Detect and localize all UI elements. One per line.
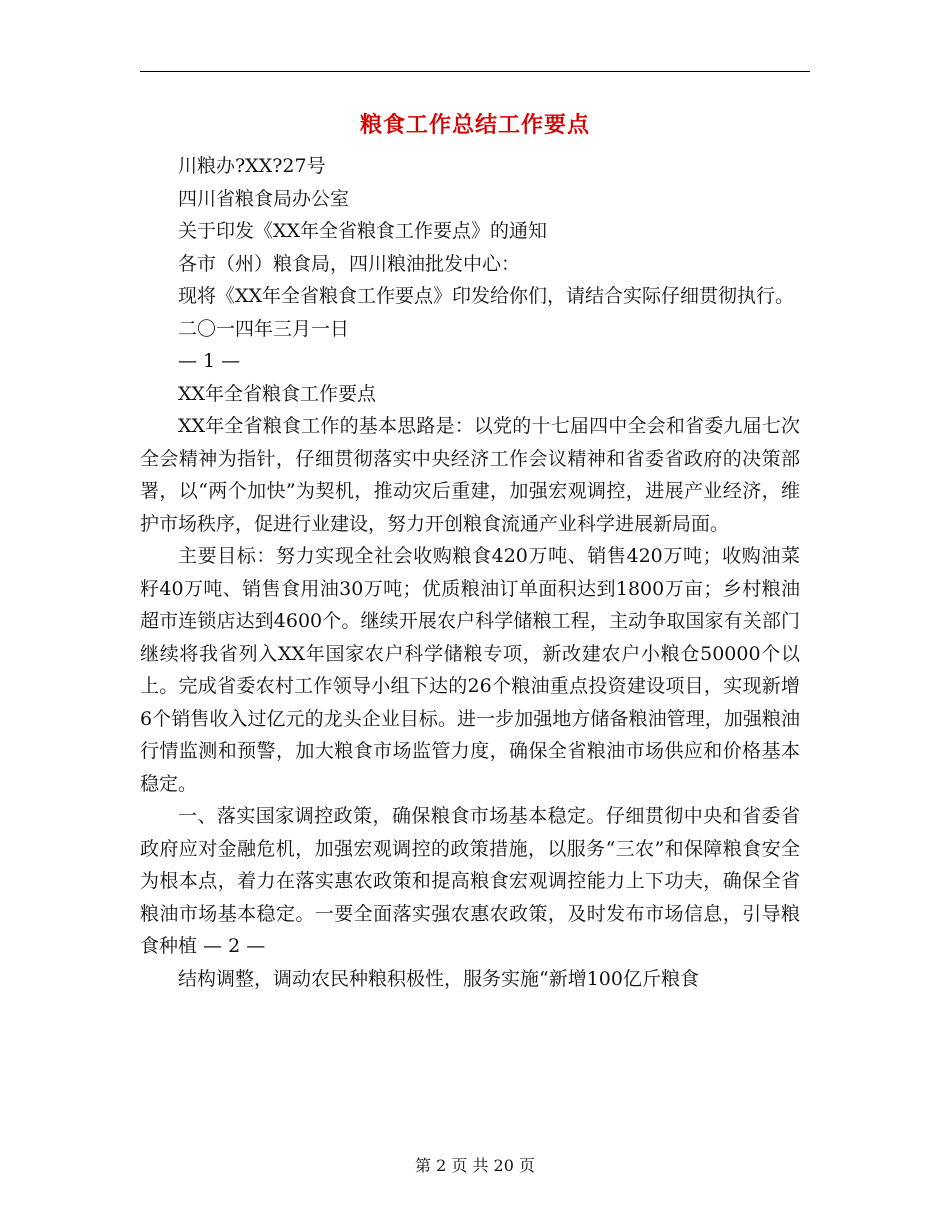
paragraph-issuer: 四川省粮食局办公室 [178, 187, 350, 210]
paragraph-intro: 现将《XX年全省粮食工作要点》印发给你们，请结合实际仔细贯彻执行。 [178, 285, 795, 307]
paragraph-basic-approach: XX年全省粮食工作的基本思路是：以党的十七届四中全会和省委九届七次全会精神为指针，仔细贯彻落实中央经济工作会议精神和省委省政府的决策部署，以“两个加快”为契机，推动灾后重建，加强宏观调控，进展产业经济，维护市场秩序，促进行业建设，努力开创粮食流通产业科学进展新局面。 [140, 415, 800, 535]
paragraph-continuation: 结构调整，调动农民种粮积极性，服务实施“新增100亿斤粮食 [178, 967, 699, 990]
paragraph-doc-number: 川粮办?XX?27号 [178, 155, 326, 177]
header-rule [140, 71, 810, 72]
paragraph-recipients: 各市（州）粮食局，四川粮油批发中心： [178, 252, 521, 275]
paragraph-section-one: 一、落实国家调控政策，确保粮食市场基本稳定。仔细贯彻中央和省委省政府应对金融危机，加强宏观调控的政策措施，以服务“三农”和保障粮食安全为根本点，着力在落实惠农政策和提高粮食宏观调控能力上下功夫，确保全省粮油市场基本稳定。一要全面落实强农惠农政策，及时发布市场信息，引导粮食种植 — 2 — [140, 805, 800, 957]
document-body [140, 150, 800, 995]
paragraph-section-heading: XX年全省粮食工作要点 [178, 382, 377, 405]
document-title: 粮食工作总结工作要点 [359, 112, 590, 138]
paragraph-notice-title: 关于印发《XX年全省粮食工作要点》的通知 [178, 220, 548, 242]
paragraph-date: 二〇一四年三月一日 [178, 317, 350, 340]
paragraph-main-goals: 主要目标：努力实现全社会收购粮食420万吨、销售420万吨；收购油菜籽40万吨、销售食用油30万吨；优质粮油订单面积达到1800万亩；乡村粮油超市连锁店达到4600个。继续开展农户科学储粮工程，主动争取国家有关部门继续将我省列入XX年国家农户科学储粮专项，新改建农户小粮仓50000个以上。完成省委农村工作领导小组下达的26个粮油重点投资建设项目，实现新增6个销售收入过亿元的龙头企业目标。进一步加强地方储备粮油管理，加强粮油行情监测和预警，加大粮食市场监管力度，确保全省粮油市场供应和价格基本稳定。 [140, 545, 800, 795]
page-number-label: 第 2 页 共 20 页 [415, 1156, 535, 1175]
page-footer [0, 1153, 950, 1176]
paragraph-page-marker-1: — 1 — [178, 350, 241, 372]
